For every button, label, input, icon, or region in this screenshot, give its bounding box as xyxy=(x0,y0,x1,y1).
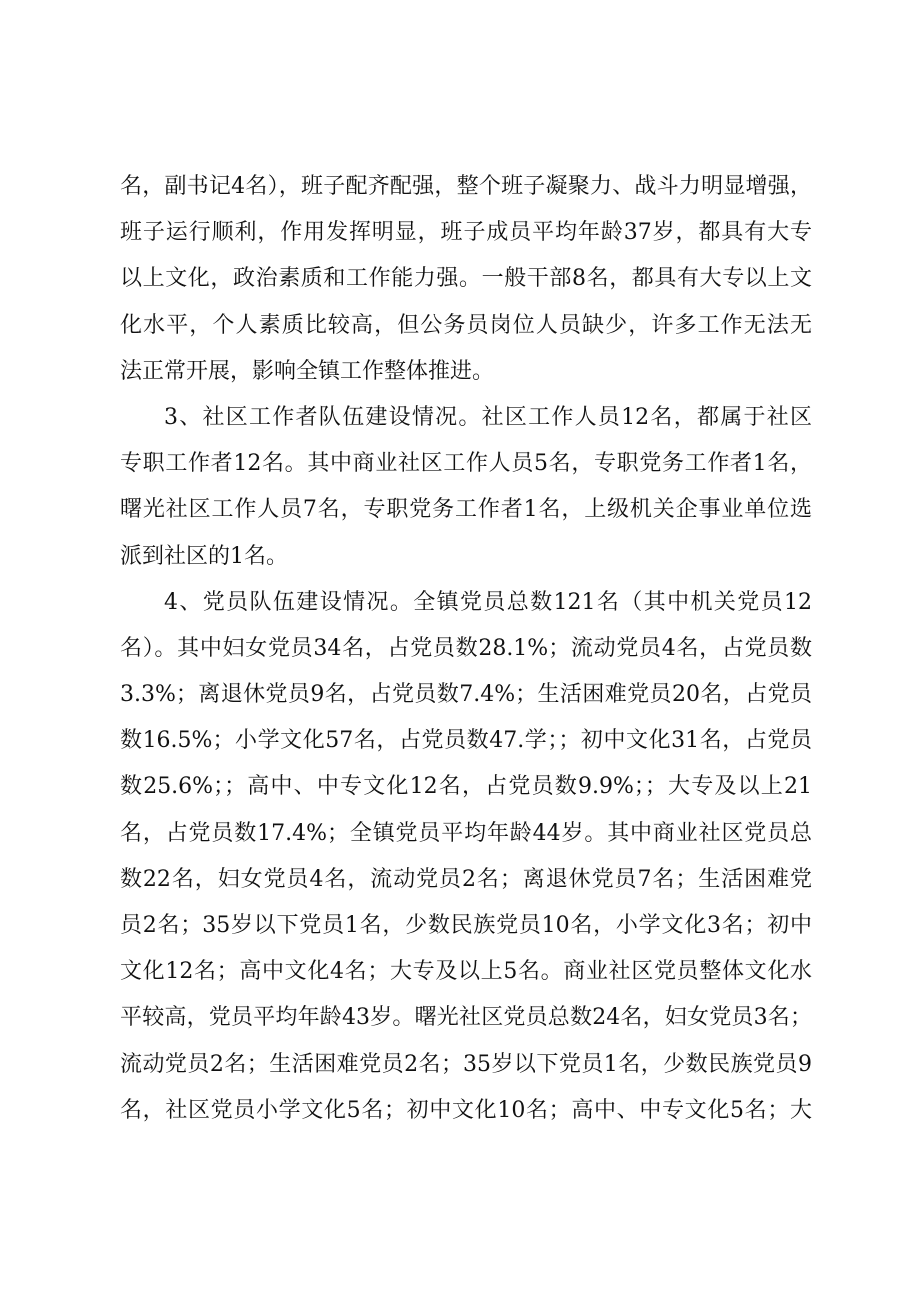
text-line: 班子运行顺利，作用发挥明显，班子成员平均年龄37岁，都具有大专 xyxy=(120,220,812,246)
text-line: 数25.6%；；高中、中专文化12名，占党员数9.9%；；大专及以上21 xyxy=(120,774,812,800)
text-line: 名，副书记4名），班子配齐配强，整个班子凝聚力、战斗力明显增强， xyxy=(120,174,812,199)
text-line: 名）。其中妇女党员34名，占党员数28.1%；流动党员4名，占党员数 xyxy=(120,635,812,661)
text-line: 专职工作者12名。其中商业社区工作人员5名，专职党务工作者1名， xyxy=(120,451,812,477)
text-line: 数22名，妇女党员4名，流动党员2名；离退休党员7名；生活困难党 xyxy=(120,866,812,892)
text-line: 法正常开展，影响全镇工作整体推进。 xyxy=(120,358,495,384)
text-line: 平较高，党员平均年龄43岁。曙光社区党员总数24名，妇女党员3名； xyxy=(120,1005,812,1031)
text-line: 流动党员2名；生活困难党员2名；35岁以下党员1名，少数民族党员9 xyxy=(120,1051,812,1077)
text-line: 化水平，个人素质比较高，但公务员岗位人员缺少，许多工作无法无 xyxy=(120,312,812,338)
text-line: 数16.5%；小学文化57名，占党员数47.学；；初中文化31名，占党员 xyxy=(120,728,812,754)
text-line: 员2名；35岁以下党员1名，少数民族党员10名，小学文化3名；初中 xyxy=(120,913,812,938)
text-line: 文化12名；高中文化4名；大专及以上5名。商业社区党员整体文化水 xyxy=(120,959,812,985)
document-body xyxy=(120,164,812,1134)
text-line: 名，社区党员小学文化5名；初中文化10名；高中、中专文化5名；大 xyxy=(120,1097,812,1123)
text-line: 以上文化，政治素质和工作能力强。一般干部8名，都具有大专以上文 xyxy=(120,266,812,292)
paragraph-leadership xyxy=(120,164,812,395)
text-line: 4、党员队伍建设情况。全镇党员总数121名（其中机关党员12 xyxy=(164,589,812,615)
paragraph-community-workers xyxy=(120,395,812,580)
paragraph-party-members xyxy=(120,580,812,1134)
text-line: 名，占党员数17.4%；全镇党员平均年龄44岁。其中商业社区党员总 xyxy=(120,820,812,846)
text-line: 派到社区的1名。 xyxy=(120,543,288,569)
text-line: 3、社区工作者队伍建设情况。社区工作人员12名，都属于社区 xyxy=(164,404,812,430)
text-line: 曙光社区工作人员7名，专职党务工作者1名，上级机关企事业单位选 xyxy=(120,497,812,523)
text-line: 3.3%；离退休党员9名，占党员数7.4%；生活困难党员20名，占党员 xyxy=(120,682,812,708)
